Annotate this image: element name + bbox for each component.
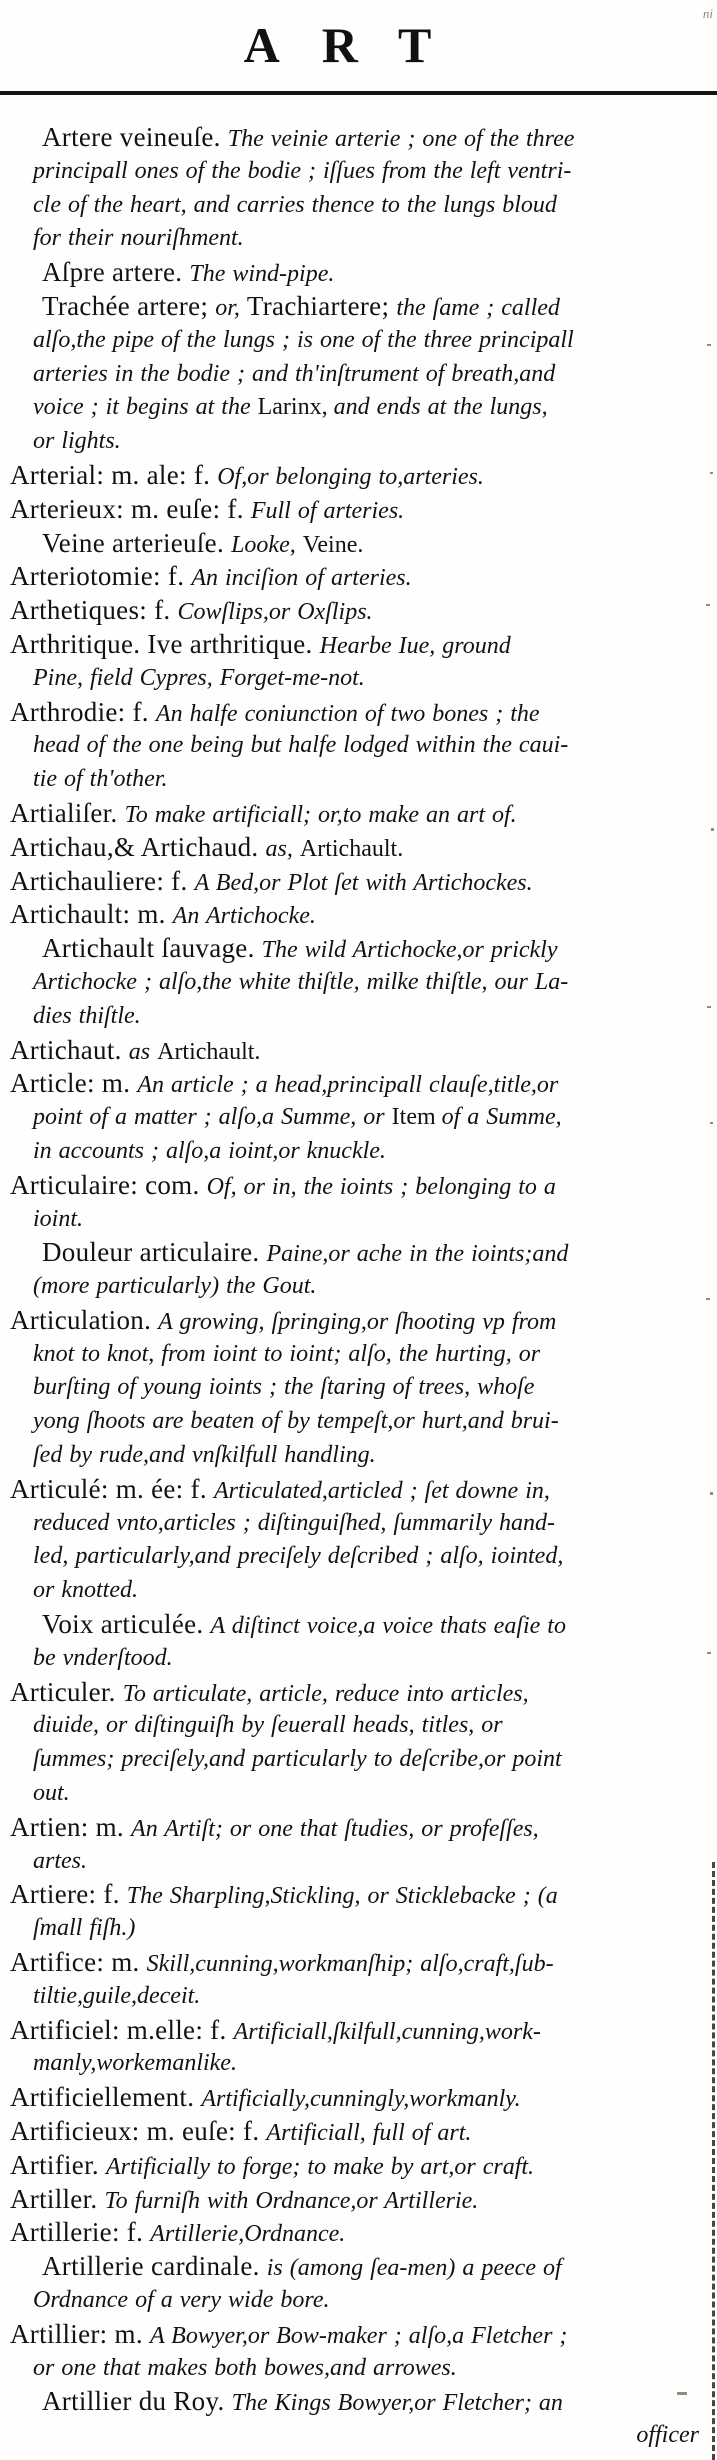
entry-line [0,1608,717,1642]
entry-line [0,391,717,425]
scan-speck [710,1492,713,1495]
headword: Artillerie: f. [10,2217,151,2248]
entry-line [0,1067,717,1101]
headword: Artichauliere: f. [10,865,195,896]
entry-line [0,696,717,730]
definition-text: Cowſlips,or Oxſlips. [177,599,373,626]
entry-line [0,189,717,223]
header-rule [0,91,717,95]
headword: Artillier: m. [10,2318,150,2349]
entry-line [0,222,717,256]
definition-text: A Bowyer,or Bow-maker ; alſo,a Fletcher ; [149,2322,568,2349]
definition-text: knot to knot, from ioint to ioint; alſo, the hurting, or [33,1340,541,1367]
definition-text: Artichault. [157,1038,261,1065]
definition-text: Larinx, [257,394,334,421]
entry-line [0,1405,717,1439]
definition-text: or, [215,294,247,321]
headword: Artifier. [10,2149,106,2180]
definition-text: The Kings Bowyer,or Fletcher; an [231,2390,563,2417]
entry-line [0,1946,717,1980]
entry-line [0,1236,717,1270]
entry-line [0,2014,717,2048]
headword: Trachée artere; [42,290,216,321]
entry-line [0,459,717,493]
definition-text: Artichocke ; alſo,the white thiſtle, milke thiſtle, our La- [33,968,569,995]
definition-text: Looke, [231,531,303,558]
entry-line [0,1743,717,1777]
definition-text: is (among ſea-men) a peece of [266,2255,562,2282]
entry-line [0,1777,717,1811]
definition-text: Articulated,articled ; ſet downe in, [213,1477,550,1504]
definition-text: An halfe coniunction of two bones ; the [155,700,540,727]
definition-text: The wild Artichocke,or prickly [261,937,558,964]
entry-line [0,2149,717,2183]
definition-text: Of, or in, the ioints ; belonging to a [206,1173,556,1200]
definition-text: ioint. [33,1205,84,1232]
headword: Arthrodie: f. [10,696,156,727]
scan-speck [707,344,711,346]
headword: Artillier du Roy. [42,2386,232,2417]
definition-text: for their nouriſhment. [33,225,244,252]
headword: Artillerie cardinale. [42,2251,267,2282]
headword: Artificiellement. [10,2082,202,2113]
scan-speck [710,472,713,474]
entry-line [0,898,717,932]
definition-text: ſmall fiſh.) [33,1915,136,1942]
definition-text: of a Summe, [441,1104,562,1131]
entry-line [0,527,717,561]
entry-line [0,2352,717,2386]
definition-text: Skill,cunning,workmanſhip; alſo,craft,ſub- [146,1951,554,1978]
definition-text: Hearbe Iue, ground [319,632,511,659]
entry-line [0,2318,717,2352]
entry-line [0,358,717,392]
scan-speck [711,828,714,831]
entry-line [0,831,717,865]
entry-line [0,256,717,290]
entry-line [0,1709,717,1743]
definition-text: diuide, or diſtinguiſh by ſeuerall heads, titles, or [33,1712,503,1739]
definition-text: burſting of young ioints ; the ſtaring of trees, whoſe [33,1374,535,1401]
headword: Artiere: f. [10,1879,127,1910]
entry-line [0,2216,717,2250]
entry-line [0,1203,717,1237]
scan-speck [707,1006,711,1008]
entry-line [0,932,717,966]
definition-text: An inciſion of arteries. [191,565,412,592]
headword: Artichau,& Artichaud. [10,831,266,862]
definition-text: manly,workemanlike. [33,2050,237,2077]
definition-text: cle of the heart, and carries thence to the lungs bloud [33,191,557,218]
definition-text: head of the one being but halfe lodged within the caui- [33,732,569,759]
definition-text: voice ; it begins at the [33,394,258,421]
entry-line [0,763,717,797]
definition-text: or one that makes both bowes,and arrowes. [33,2354,457,2381]
definition-text: dies thiſtle. [33,1002,141,1029]
headword: Artificieux: m. euſe: f. [10,2116,267,2147]
definition-text: yong ſhoots are beaten of by tempeſt,or hurt,and brui- [33,1408,559,1435]
definition-text: officer [636,2422,699,2449]
catchword-line [0,2419,717,2453]
definition-text: The Sharpling,Stickling, or Sticklebacke ; (a [126,1883,558,1910]
entry-line [0,797,717,831]
entry-line [0,493,717,527]
bleedthrough-mark: ni [702,6,713,21]
entry-line [0,1135,717,1169]
entry-line [0,1169,717,1203]
entry-line [0,1270,717,1304]
dictionary-entries [0,121,717,2453]
definition-text: or knotted. [33,1577,138,1604]
definition-text: The veinie arterie ; one of the three [227,126,575,152]
definition-text: as, [265,835,300,862]
entry-line [0,155,717,189]
headword: Arteriotomie: f. [10,561,192,592]
definition-text: A Bed,or Plot ſet with Artichockes. [194,869,533,896]
headword: Artichaut. [10,1034,129,1065]
entry-line [0,1338,717,1372]
definition-text: be vnderſtood. [33,1644,173,1671]
headword: Trachiartere; [246,290,397,321]
headword: Artifice: m. [10,1947,147,1978]
entry-line [0,662,717,696]
entry-line [0,966,717,1000]
definition-text: Artificially,cunningly,workmanly. [201,2086,521,2113]
scan-speck [707,1652,711,1654]
definition-text: Item [391,1104,442,1131]
headword: Douleur articulaire. [42,1237,267,1268]
entry-line [0,121,717,155]
entry-line [0,729,717,763]
entry-line [0,1507,717,1541]
entry-line [0,425,717,459]
entry-line [0,1811,717,1845]
definition-text: An article ; a head,principall clauſe,title,or [137,1072,559,1099]
definition-text: the ſame ; called [396,294,560,321]
entry-line [0,1473,717,1507]
headword: Artere veineuſe. [42,122,228,152]
definition-text: principall ones of the bodie ; iſſues from the left ventri- [33,157,572,184]
headword: Articulaire: com. [10,1169,207,1200]
entry-line [0,2047,717,2081]
entry-line [0,865,717,899]
definition-text: To furniſh with Ordnance,or Artillerie. [104,2187,479,2214]
headword: Artien: m. [10,1811,132,1842]
entry-line [0,1101,717,1135]
headword: Artialiſer. [10,797,125,828]
definition-text: point of a matter ; alſo,a Summe, or [33,1104,392,1131]
definition-text: (more particularly) the Gout. [33,1273,317,1300]
entry-line [0,1845,717,1879]
definition-text: An Artichocke. [172,903,316,930]
entry-line [0,324,717,358]
headword: Articulation. [10,1304,159,1335]
entry-line [0,1304,717,1338]
entry-line [0,1574,717,1608]
headword: Arthetiques: f. [10,595,178,626]
headword: Arthritique. Ive arthritique. [10,628,320,659]
headword: Arterieux: m. euſe: f. [10,493,251,524]
definition-text: ſummes; preciſely,and particularly to deſcribe,or point [33,1746,562,1773]
headword: Aſpre artere. [42,257,190,288]
entry-line [0,1676,717,1710]
definition-text: To articulate, article, reduce into articles, [122,1680,529,1707]
definition-text: and ends at the lungs, [333,394,548,421]
definition-text: An Artiſt; or one that ſtudies, or profeſſes, [131,1815,539,1842]
entry-line [0,1912,717,1946]
headword: Articuler. [10,1676,123,1707]
page-title: ART [243,17,474,73]
entry-line [0,2385,717,2419]
definition-text: The wind-pipe. [189,261,335,288]
headword: Veine arterieuſe. [42,527,232,558]
definition-text: tiltie,guile,deceit. [33,1982,201,2009]
headword: Artiller. [10,2183,105,2214]
entry-line [0,1642,717,1676]
definition-text: A growing, ſpringing,or ſhooting vp from [158,1308,557,1335]
definition-text: A diſtinct voice,a voice thats eaſie to [210,1613,566,1640]
definition-text: reduced vnto,articles ; diſtinguiſhed, ſummarily hand- [33,1509,556,1536]
entry-line [0,2183,717,2217]
definition-text: artes. [33,1847,87,1874]
definition-text: in accounts ; alſo,a ioint,or knuckle. [33,1137,386,1164]
definition-text: tie of th'other. [33,766,168,793]
scan-speck [706,1298,710,1300]
headword: Artificiel: m.elle: f. [10,2014,234,2045]
entry-line [0,1034,717,1068]
definition-text: or lights. [33,428,121,455]
definition-text: Veine. [302,531,364,558]
definition-text: as [128,1038,158,1065]
definition-text: led, particularly,and preciſely deſcribed ; alſo, iointed, [33,1543,564,1570]
scan-speck [706,604,710,606]
entry-line [0,560,717,594]
definition-text: Paine,or ache in the ioints;and [266,1241,569,1268]
entry-line [0,1371,717,1405]
definition-text: Of,or belonging to,arteries. [217,463,484,490]
column-divider-rule [712,1862,715,2460]
definition-text: Artillerie,Ordnance. [150,2221,346,2248]
headword: Artichault: m. [10,899,173,930]
entry-line [0,1439,717,1473]
entry-line [0,2081,717,2115]
entry-line [0,628,717,662]
entry-line [0,1878,717,1912]
definition-text: ſed by rude,and vnſkilfull handling. [33,1442,376,1469]
definition-text: Ordnance of a very wide bore. [33,2287,330,2313]
entry-line [0,594,717,628]
entry-line [0,290,717,324]
entry-line [0,1000,717,1034]
scan-speck [710,1122,713,1124]
entry-line [0,2250,717,2284]
definition-text: Artificially to forge; to make by art,or craft. [105,2153,535,2180]
definition-text: Full of arteries. [250,497,405,524]
headword: Article: m. [10,1068,138,1099]
headword: Articulé: m. ée: f. [10,1473,214,1504]
definition-text: alſo,the pipe of the lungs ; is one of the three principall [33,326,574,353]
definition-text: Artichault. [299,835,404,862]
entry-line [0,1980,717,2014]
definition-text: Pine, field Cypres, Forget-me-not. [33,664,365,691]
definition-text: arteries in the bodie ; and th'inſtrument of breath,and [33,360,556,387]
scan-speck [677,2392,687,2395]
entry-line [0,2115,717,2149]
headword: Artichault ſauvage. [42,933,262,964]
entry-line [0,1540,717,1574]
definition-text: out. [33,1780,70,1807]
entry-line [0,2284,717,2318]
definition-text: To make artificiall; or,to make an art of. [124,801,517,828]
definition-text: Artificiall, full of art. [266,2120,472,2147]
headword: Arterial: m. ale: f. [10,459,218,490]
definition-text: Artificiall,ſkilfull,cunning,work- [233,2018,541,2045]
headword: Voix articulée. [42,1609,211,1640]
